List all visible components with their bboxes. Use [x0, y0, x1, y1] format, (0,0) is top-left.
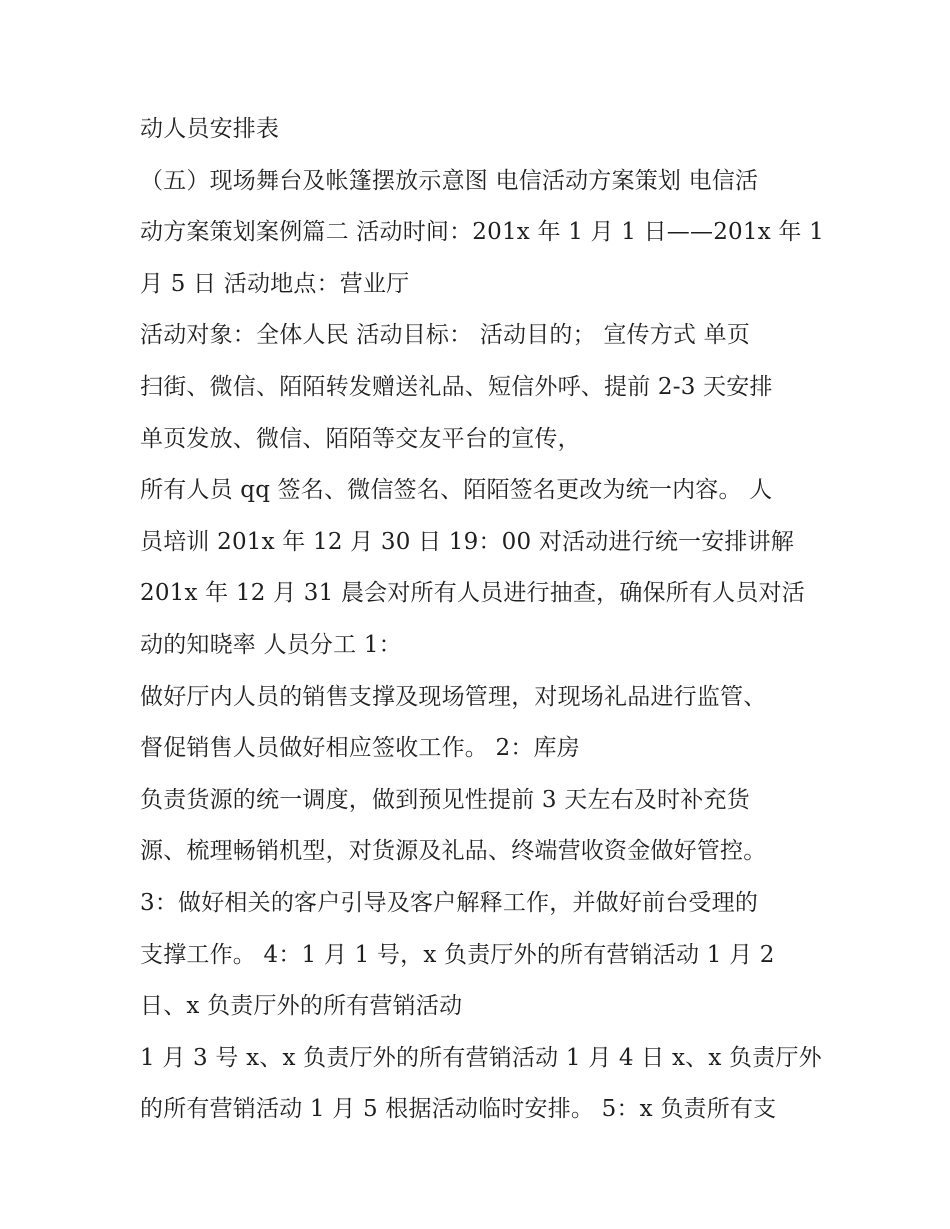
text-line-12: 做好厅内人员的销售支撑及现场管理，对现场礼品进行监管、 — [140, 683, 767, 710]
text-line-17: 支撑工作。 4：1 月 1 号，x 负责厅外的所有营销活动 1 月 2 — [140, 941, 775, 968]
text-line-6: 扫街、微信、陌陌转发赠送礼品、短信外呼、提前 2-3 天安排 — [140, 373, 773, 400]
text-line-20: 的所有营销活动 1 月 5 根据活动临时安排。 5：x 负责所有支 — [140, 1096, 777, 1123]
text-line-15: 源、梳理畅销机型，对货源及礼品、终端营收资金做好管控。 — [140, 838, 767, 865]
text-line-1: 动人员安排表 — [140, 116, 280, 142]
text-line-9: 员培训 201x 年 12 月 30 日 19：00 对活动进行统一安排讲解 — [140, 528, 795, 555]
document-body — [140, 110, 830, 1142]
text-line-4: 月 5 日 活动地点：营业厅 — [140, 270, 410, 297]
text-line-5: 活动对象：全体人民 活动目标： 活动目的； 宣传方式 单页 — [140, 322, 751, 349]
text-line-8: 所有人员 qq 签名、微信签名、陌陌签名更改为统一内容。 人 — [140, 477, 773, 504]
text-line-14: 负责货源的统一调度，做到预见性提前 3 天左右及时补充货 — [140, 786, 750, 813]
text-line-7: 单页发放、微信、陌陌等交友平台的宣传， — [140, 425, 581, 452]
text-line-16: 3：做好相关的客户引导及客户解释工作，并做好前台受理的 — [140, 889, 759, 916]
text-line-13: 督促销售人员做好相应签收工作。 2：库房 — [140, 735, 580, 762]
text-line-18: 日、x 负责厅外的所有营销活动 — [140, 993, 463, 1020]
text-line-10: 201x 年 12 月 31 晨会对所有人员进行抽查，确保所有人员对活 — [140, 580, 805, 607]
text-line-11: 动的知晓率 人员分工 1： — [140, 631, 402, 658]
text-line-19: 1 月 3 号 x、x 负责厅外的所有营销活动 1 月 4 日 x、x 负责厅外 — [140, 1044, 822, 1071]
text-line-2: （五）现场舞台及帐篷摆放示意图 电信活动方案策划 电信活 — [140, 167, 759, 194]
text-line-3: 动方案策划案例篇二 活动时间：201x 年 1 月 1 日——201x 年 1 — [140, 219, 824, 246]
